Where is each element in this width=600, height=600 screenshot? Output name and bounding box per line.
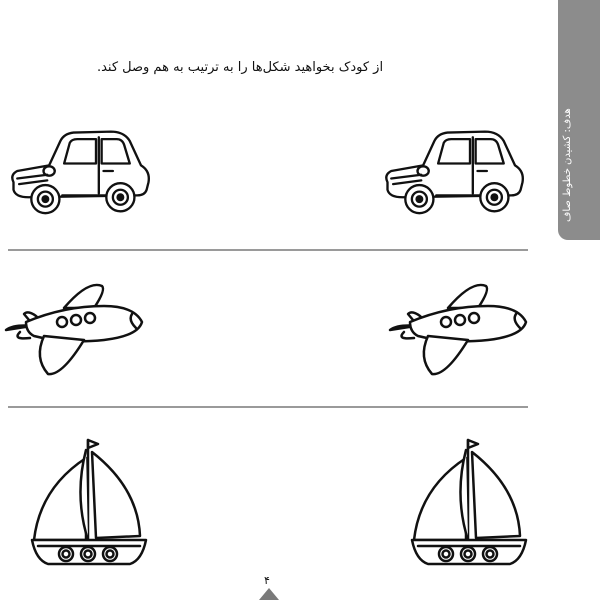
sailboat-icon: [30, 436, 150, 566]
page-marker-icon: [259, 588, 279, 600]
car-icon: [6, 124, 156, 218]
side-tab-label: هدف: کشیدن خطوط صاف: [562, 108, 573, 222]
airplane-icon: [388, 278, 528, 378]
instruction-text: از کودک بخواهید شکل‌ها را به ترتیب به هم وصل کند.: [96, 60, 384, 75]
sailboat-icon: [410, 436, 530, 566]
divider: [8, 249, 528, 251]
car-icon: [380, 124, 530, 218]
side-tab: [558, 0, 600, 240]
divider: [8, 406, 528, 408]
page-number: ۴: [264, 574, 270, 587]
airplane-icon: [4, 278, 144, 378]
